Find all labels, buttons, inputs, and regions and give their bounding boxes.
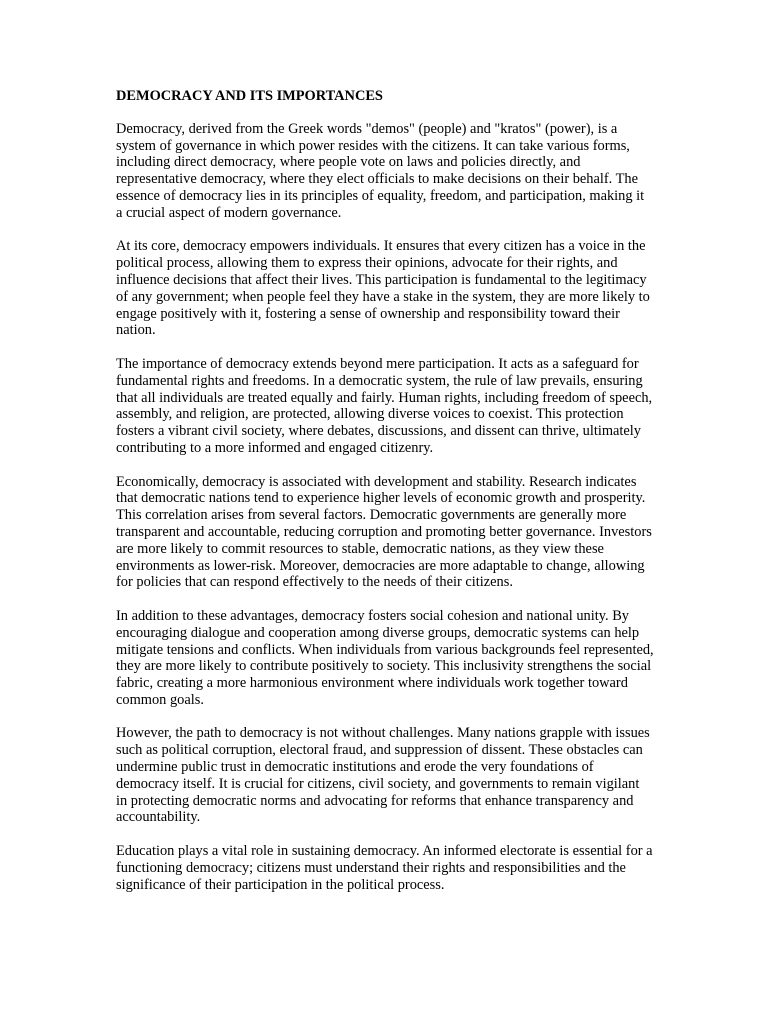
paragraph-6: However, the path to democracy is not without challenges. Many nations grapple with issues such as political corruption, electoral fraud, and suppression of dissent. These obstacles can undermine public trust in democratic institutions and erode the very foundations of democracy itself. It is crucial for citizens, civil society, and governments to remain vigilant in protecting democratic norms and advocating for reforms that enhance transparency and accountability. xyxy=(116,725,650,826)
paragraph-4: Economically, democracy is associated with development and stability. Research indicates that democratic nations tend to experience higher levels of economic growth and prosperity. This correlation arises from several factors. Democratic governments are generally more transparent and accountable, reducing corruption and promoting better governance. Investors are more likely to commit resources to stable, democratic nations, as they view these environments as lower-risk. Moreover, democracies are more adaptable to change, allowing for policies that can respond effectively to the needs of their citizens. xyxy=(116,473,652,591)
paragraph-7: Education plays a vital role in sustaining democracy. An informed electorate is essential for a functioning democracy; citizens must understand their rights and responsibilities and the significance of their participation in the political process. xyxy=(116,843,653,893)
paragraph-2: At its core, democracy empowers individuals. It ensures that every citizen has a voice in the political process, allowing them to express their opinions, advocate for their rights, and influence decisions that affect their lives. This participation is fundamental to the legitimacy of any government; when people feel they have a stake in the system, they are more likely to engage positively with it, fostering a sense of ownership and responsibility toward their nation. xyxy=(116,238,650,339)
paragraph-3: The importance of democracy extends beyond mere participation. It acts as a safeguard for fundamental rights and freedoms. In a democratic system, the rule of law prevails, ensuring that all individuals are treated equally and fairly. Human rights, including freedom of speech, assembly, and religion, are protected, allowing diverse voices to coexist. This protection fosters a vibrant civil society, where debates, discussions, and dissent can thrive, ultimately contributing to a more informed and engaged citizenry. xyxy=(116,355,653,456)
document-title: DEMOCRACY AND ITS IMPORTANCES xyxy=(116,88,383,104)
paragraph-5: In addition to these advantages, democracy fosters social cohesion and national unity. By encouraging dialogue and cooperation among diverse groups, democratic systems can help mitigate tensions and conflicts. When individuals from various backgrounds feel represented, they are more likely to contribute positively to society. This inclusivity strengthens the social fabric, creating a more harmonious environment where individuals work together toward common goals. xyxy=(116,607,654,708)
document-body xyxy=(116,88,654,910)
paragraph-1: Democracy, derived from the Greek words "demos" (people) and "kratos" (power), is a system of governance in which power resides with the citizens. It can take various forms, including direct democracy, where people vote on laws and policies directly, and representative democracy, where they elect officials to make decisions on their behalf. The essence of democracy lies in its principles of equality, freedom, and participation, making it a crucial aspect of modern governance. xyxy=(116,120,645,221)
